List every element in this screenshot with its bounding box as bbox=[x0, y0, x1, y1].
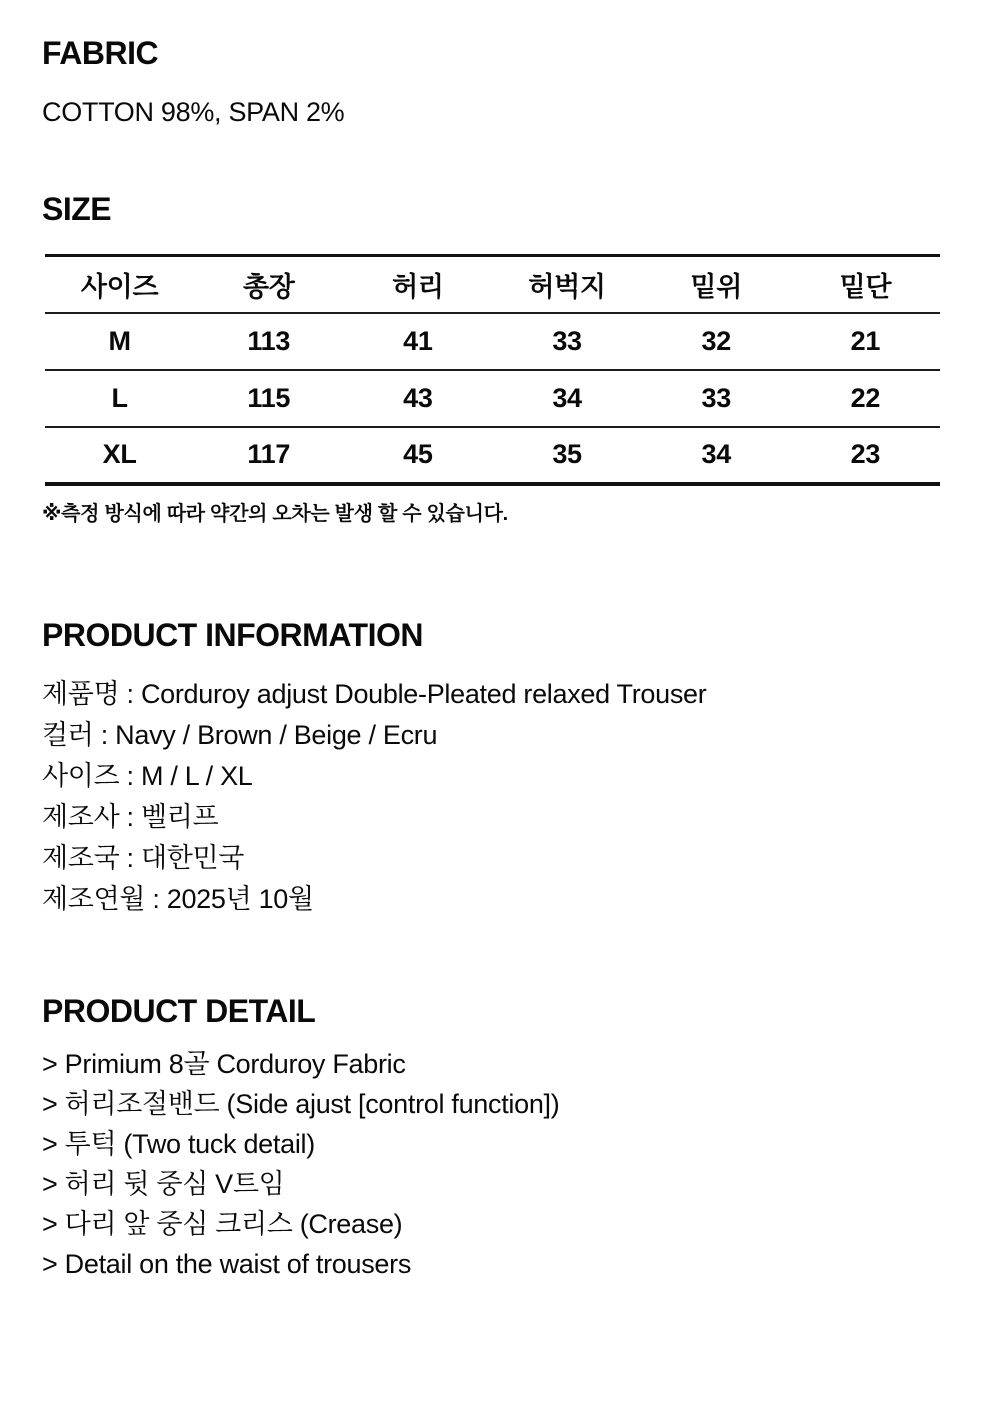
product-information-line: 제조연월 : 2025년 10월 bbox=[42, 883, 314, 914]
size-table bbox=[45, 254, 940, 486]
product-detail-line: > 다리 앞 중심 크리스 (Crease) bbox=[42, 1208, 403, 1239]
size-table-header bbox=[45, 256, 940, 313]
size-table-cell: 41 bbox=[343, 313, 492, 370]
product-information-section bbox=[42, 616, 942, 920]
product-detail-items bbox=[42, 1044, 942, 1284]
product-detail-line: > 허리조절밴드 (Side ajust [control function]) bbox=[42, 1088, 560, 1119]
size-table-column-header: 사이즈 bbox=[45, 256, 194, 313]
size-table-cell: M bbox=[45, 313, 194, 370]
size-table-row bbox=[45, 313, 940, 370]
product-detail-heading: PRODUCT DETAIL bbox=[42, 992, 316, 1029]
size-table-cell: 34 bbox=[701, 439, 731, 469]
size-table-cell: 33 bbox=[642, 370, 791, 427]
product-detail-section bbox=[42, 992, 942, 1284]
size-table-column-header: 총장 bbox=[194, 256, 343, 313]
size-table-cell: 35 bbox=[552, 439, 582, 469]
size-table-body bbox=[45, 313, 940, 484]
size-table-cell: XL bbox=[102, 439, 137, 469]
size-table-cell: 23 bbox=[850, 439, 881, 469]
size-table-cell: 45 bbox=[403, 439, 433, 469]
size-table-cell: 32 bbox=[642, 313, 791, 370]
size-table-cell: 43 bbox=[343, 370, 492, 427]
product-information-line: 제품명 : Corduroy adjust Double-Pleated relaxed Trouser bbox=[42, 678, 707, 709]
size-table-row bbox=[45, 370, 940, 427]
fabric-composition: COTTON 98%, SPAN 2% bbox=[42, 97, 345, 127]
size-table-cell: 33 bbox=[492, 313, 641, 370]
product-information-line: 제조국 : 대한민국 bbox=[42, 842, 245, 873]
fabric-heading: FABRIC bbox=[42, 35, 159, 71]
size-table-column-header: 허벅지 bbox=[492, 256, 641, 313]
product-detail-line: > 허리 뒷 중심 V트임 bbox=[42, 1168, 285, 1199]
product-detail-line: > Detail on the waist of trousers bbox=[42, 1248, 412, 1279]
size-table-cell: 21 bbox=[791, 313, 940, 370]
product-information-heading: PRODUCT INFORMATION bbox=[42, 616, 423, 653]
product-detail-line: > 투턱 (Two tuck detail) bbox=[42, 1128, 315, 1159]
size-table-header-row bbox=[45, 256, 940, 313]
size-table-cell: 34 bbox=[492, 370, 641, 427]
size-table-cell: 117 bbox=[247, 439, 291, 469]
size-table-cell: 115 bbox=[194, 370, 343, 427]
size-table-cell: 22 bbox=[791, 370, 940, 427]
fabric-section bbox=[42, 34, 942, 130]
product-information-line: 제조사 : 벨리프 bbox=[42, 801, 219, 832]
size-measurement-note: ※측정 방식에 따라 약간의 오차는 발생 할 수 있습니다. bbox=[42, 502, 508, 525]
size-table-row bbox=[45, 427, 940, 484]
size-section bbox=[42, 190, 942, 528]
product-information-line: 사이즈 : M / L / XL bbox=[42, 760, 253, 791]
size-table-column-header: 허리 bbox=[343, 256, 492, 313]
size-table-column-header: 밑단 bbox=[791, 256, 940, 313]
size-table-cell: 113 bbox=[194, 313, 343, 370]
product-information-line: 컬러 : Navy / Brown / Beige / Ecru bbox=[42, 719, 438, 750]
size-table-column-header: 밑위 bbox=[642, 256, 791, 313]
product-information-fields bbox=[42, 674, 942, 920]
product-detail-line: > Primium 8골 Corduroy Fabric bbox=[42, 1048, 406, 1079]
size-heading: SIZE bbox=[42, 191, 112, 227]
size-table-cell: L bbox=[45, 370, 194, 427]
